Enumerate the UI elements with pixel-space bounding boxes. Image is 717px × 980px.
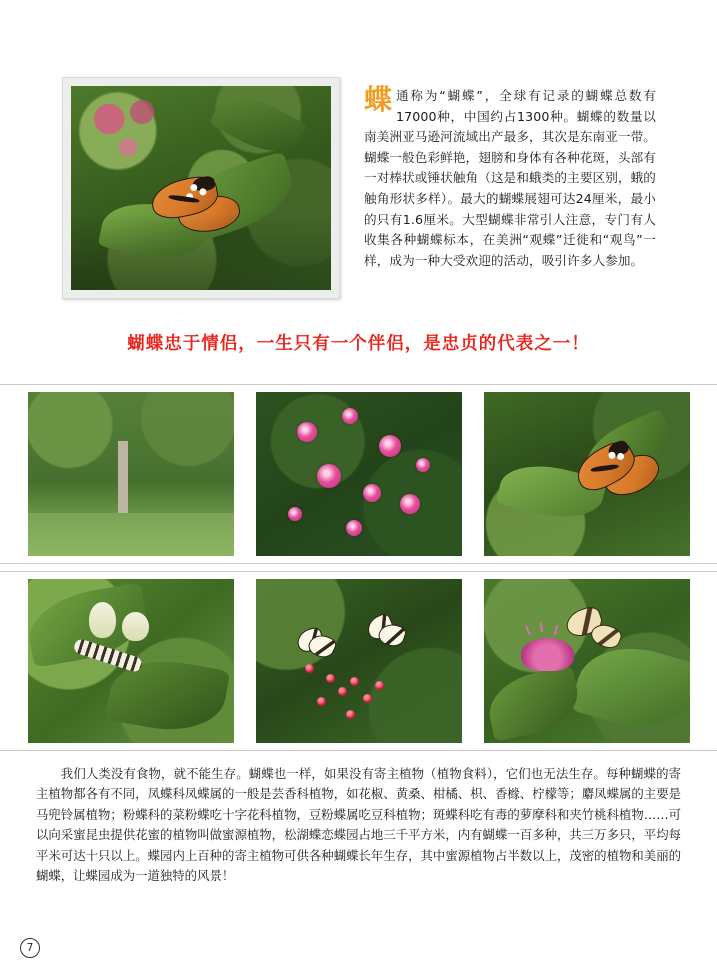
divider-rule	[0, 750, 717, 751]
butterfly-spot	[617, 452, 626, 461]
pink-flowers-layer	[81, 98, 175, 167]
swallowtail-butterfly	[367, 612, 407, 646]
gallery-row-one	[0, 392, 717, 556]
tree-trunk	[118, 441, 128, 516]
flower-bud	[122, 612, 149, 642]
headline: 蝴蝶忠于情侣，一生只有一个伴侣，是忠贞的代表之一！	[127, 334, 590, 354]
intro-text-block	[364, 83, 656, 271]
pink-flower	[379, 435, 401, 457]
top-section	[0, 60, 717, 310]
divider-rule	[0, 563, 717, 564]
page-number: 7	[20, 938, 40, 958]
swallowtail-butterfly	[297, 625, 337, 659]
foliage-layer	[256, 579, 462, 743]
bottom-text-block	[36, 764, 681, 886]
gallery-photo	[256, 392, 462, 556]
flower-bud	[89, 602, 116, 638]
gallery-photo	[484, 579, 690, 743]
pink-flower	[297, 422, 317, 442]
pink-flower	[416, 458, 430, 472]
pink-flower	[346, 520, 362, 536]
divider-rule	[0, 384, 717, 385]
butterfly-spot	[199, 187, 207, 195]
red-flower	[363, 694, 372, 703]
intro-paragraph: 通称为“蝴蝶”，全球有记录的蝴蝶总数有17000种，中国约占1300种。蝴蝶的数量以南美洲亚马逊河流域出产最多，其次是东南亚一带。蝴蝶一般色彩鲜艳，翅膀和身体有各种花斑，头部有一对棒状或锤状触角（这是和蛾类的主要区别，蛾的触角形状多样）。最大的蝴蝶展翅可达24厘米，最小的只有1.6厘米。大型蝴蝶非常引人注意，专门有人收集各种蝴蝶标本，在美洲“观蝶”迁徙和“观鸟”一样，成为一种大受欢迎的活动，吸引许多人参加。	[364, 88, 656, 268]
lawn-layer	[28, 513, 234, 556]
bottom-paragraph: 我们人类没有食物，就不能生存。蝴蝶也一样，如果没有寄主植物（植物食料），它们也无法生存。每种蝴蝶的寄主植物都各有不同，凤蝶科凤蝶属的一般是芸香科植物，如花椒、黄桑、柑橘、枳、香橼、柠檬等；麝凤蝶属的主要是马兜铃属植物；粉蝶科的菜粉蝶吃十字花科植物，豆粉蝶属吃豆科植物；斑蝶科吃有毒的萝摩科和夹竹桃科植物……可以向采蜜昆虫提供花蜜的植物叫做蜜源植物，松湖蝶恋蝶园占地三千平方米，内有蝴蝶一百多种，共三万多只，平均每平米可达十只以上。蝶园内上百种的寄主植物可供各种蝴蝶长年生存，其中蜜源植物占半数以上，茂密的植物和美丽的蝴蝶，让蝶园成为一道独特的风景！	[36, 766, 681, 884]
drop-cap: 蝶	[364, 83, 393, 116]
divider-rule	[0, 571, 717, 572]
gallery-row-two	[0, 579, 717, 743]
thistle-flower	[521, 638, 575, 671]
gallery-photo	[28, 579, 234, 743]
red-flower	[375, 681, 384, 690]
pink-flower	[363, 484, 381, 502]
red-flower	[326, 674, 335, 683]
hero-photo-frame	[62, 77, 340, 299]
gallery-photo	[484, 392, 690, 556]
pink-flower	[400, 494, 420, 514]
gallery-photo	[28, 392, 234, 556]
hero-photo	[71, 86, 331, 290]
photo-shadow-overlay	[71, 212, 331, 290]
gallery-photo	[256, 579, 462, 743]
